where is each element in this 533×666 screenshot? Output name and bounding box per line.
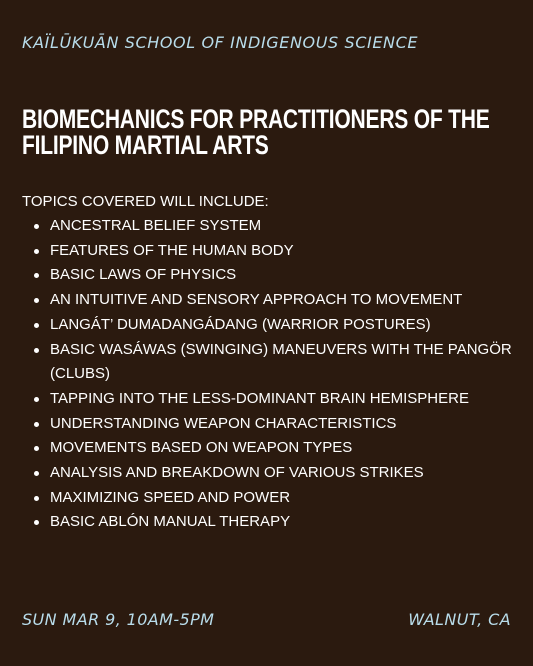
event-location: WALNUT, CA [408,610,511,629]
school-name: KAÏLŪKUĀN SCHOOL OF INDIGENOUS SCIENCE [22,33,419,52]
topic-item [22,313,522,338]
topic-text: BASIC WASÁWAS (SWINGING) MANEUVERS WITH THE PANGÖR (CLUBS) [50,340,512,383]
topic-text: MOVEMENTS BASED ON WEAPON TYPES [50,439,353,457]
topic-text: LANGÁT’ DUMADANGÁDANG (WARRIOR POSTURES) [50,315,431,333]
event-title [22,106,521,158]
topic-item [22,387,522,412]
topic-text: ANALYSIS AND BREAKDOWN OF VARIOUS STRIKES [50,464,424,482]
topics-list [22,214,522,535]
bullet-dot [34,471,39,476]
topic-item [22,461,522,486]
bullet-dot [34,348,39,353]
event-title-line-2: FILIPINO MARTIAL ARTS [22,130,269,160]
topic-item [22,263,522,288]
topic-item [22,338,522,387]
bullet-dot [34,520,39,525]
topic-item [22,436,522,461]
bullet-dot [34,496,39,501]
topic-text: MAXIMIZING SPEED AND POWER [50,488,291,506]
bullet-dot [34,397,39,402]
topic-item [22,214,522,239]
topic-item [22,412,522,437]
topic-item [22,288,522,313]
topic-text: BASIC ABLÓN MANUAL THERAPY [50,513,291,531]
topic-text: FEATURES OF THE HUMAN BODY [50,241,294,259]
topic-item [22,239,522,264]
topic-item [22,486,522,511]
topics-heading: TOPICS COVERED WILL INCLUDE: [22,193,269,210]
bullet-dot [34,422,39,427]
topic-text: BASIC LAWS OF PHYSICS [50,266,237,284]
topic-text: TAPPING INTO THE LESS-DOMINANT BRAIN HEMISPHERE [50,389,469,407]
topic-text: ANCESTRAL BELIEF SYSTEM [50,217,262,234]
bullet-dot [34,323,39,328]
bullet-dot [34,273,39,278]
event-title-line-1: BIOMECHANICS FOR PRACTITIONERS OF THE [22,104,490,134]
topic-text: UNDERSTANDING WEAPON CHARACTERISTICS [50,414,397,432]
bullet-dot [34,298,39,303]
bullet-dot [34,224,39,229]
event-date: SUN MAR 9, 10AM-5PM [22,610,215,629]
bullet-dot [34,446,39,451]
topic-item [22,510,522,535]
topic-text: AN INTUITIVE AND SENSORY APPROACH TO MOVEMENT [50,291,463,309]
bullet-dot [34,249,39,254]
